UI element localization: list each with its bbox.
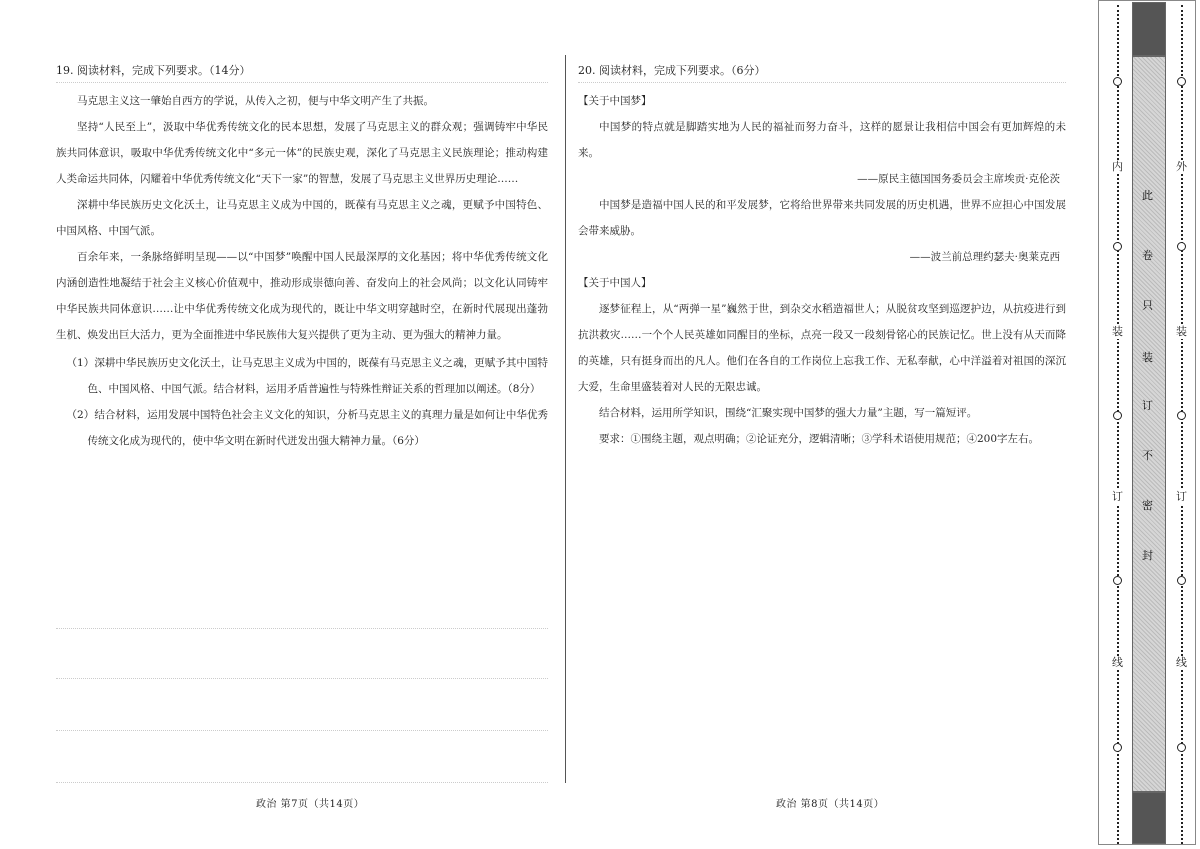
binding-hole-icon — [1177, 411, 1186, 420]
binding-hole-icon — [1177, 77, 1186, 86]
binding-hole-icon — [1177, 242, 1186, 251]
section-title-chinese-dream: 【关于中国梦】 — [578, 95, 652, 107]
question-20-material — [578, 88, 1066, 452]
band-char: 装 — [1142, 351, 1153, 364]
binding-band-hatched — [1132, 56, 1166, 792]
binding-hole-icon — [1113, 77, 1122, 86]
subquestion-1: （1）深耕中华民族历史文化沃土，让马克思主义成为中国的，既葆有马克思主义之魂，更赋予其中国特色、中国风格、中国气派。结合材料，运用矛盾普遍性与特殊性辩证关系的哲理加以阐述。（8分） — [66, 357, 548, 395]
answer-line — [56, 678, 548, 679]
material-paragraph: 马克思主义这一肇始自西方的学说，从传入之初，便与中华文明产生了共振。 — [77, 95, 434, 107]
attribution: ——原民主德国国务委员会主席埃贡·克伦茨 — [857, 173, 1060, 185]
answer-line — [56, 782, 548, 783]
header-rule — [56, 82, 548, 83]
material-paragraph: 中国梦的特点就是脚踏实地为人民的福祉而努力奋斗，这样的愿景让我相信中国会有更加辉煌的未来。 — [578, 121, 1066, 159]
inner-binding-line — [1112, 0, 1132, 849]
material-paragraph: 百余年来，一条脉络鲜明呈现——以“中国梦”唤醒中国人民最深厚的文化基因；将中华优秀传统文化内涵创造性地凝结于社会主义核心价值观中，推动形成崇德向善、奋发向上的社会风尚；以文化认同铸牢中华民族共同体意识……让中华优秀传统文化成为现代的，既让中华文明穿越时空，在新时代展现出蓬勃生机、焕发出巨大活力，更为全面推进中华民族伟大复兴提供了更为主动、更为强大的精神力量。 — [56, 251, 548, 341]
header-rule — [578, 82, 1066, 83]
material-paragraph: 深耕中华民族历史文化沃土，让马克思主义成为中国的，既葆有马克思主义之魂，更赋予中国特色、中国风格、中国气派。 — [56, 199, 548, 237]
inner-label-char: 内 — [1112, 160, 1123, 173]
task-requirements: 要求：①围绕主题，观点明确；②论证充分，逻辑清晰；③学科术语使用规范；④200字左右。 — [599, 433, 1040, 445]
question-19-header: 19. 阅读材料，完成下列要求。（14分） — [56, 64, 251, 77]
binding-hole-icon — [1177, 743, 1186, 752]
answer-line — [56, 730, 548, 731]
binding-hole-icon — [1113, 411, 1122, 420]
subquestion-2: （2）结合材料，运用发展中国特色社会主义文化的知识，分析马克思主义的真理力量是如何让中华优秀传统文化成为现代的，使中华文明在新时代迸发出强大精神力量。（6分） — [66, 409, 548, 447]
band-char: 此 — [1142, 189, 1153, 202]
inner-label-char: 装 — [1112, 325, 1123, 338]
page-footer-left: 政治 第7页（共14页） — [256, 799, 365, 810]
material-paragraph: 坚持“人民至上”，汲取中华优秀传统文化的民本思想，发展了马克思主义的群众观；强调铸牢中华民族共同体意识，吸取中华优秀传统文化中“多元一体”的民族史观，深化了马克思主义民族理论；推动构建人类命运共同体，闪耀着中华优秀传统文化“天下一家”的智慧，发展了马克思主义世界历史理论…… — [56, 121, 548, 185]
material-paragraph: 逐梦征程上，从“两弹一星”巍然于世，到杂交水稻造福世人；从脱贫攻坚到巡逻护边，从抗疫进行到抗洪救灾……一个个人民英雄如同醒目的坐标，点亮一段又一段刻骨铭心的民族记忆。世上没有从天而降的英雄，只有挺身而出的凡人。他们在各自的工作岗位上忘我工作、无私奉献，心中洋溢着对祖国的深沉大爱，生命里盛装着对人民的无限忠诚。 — [578, 303, 1066, 393]
answer-line — [56, 628, 548, 629]
inner-label-char: 订 — [1112, 490, 1123, 503]
binding-band-top — [1132, 2, 1166, 56]
column-divider — [565, 55, 566, 783]
binding-band-bottom — [1132, 792, 1166, 844]
band-char: 卷 — [1142, 249, 1153, 262]
attribution: ——波兰前总理约瑟夫·奥莱克西 — [909, 251, 1060, 263]
band-char: 密 — [1142, 499, 1153, 512]
band-char: 不 — [1142, 449, 1153, 462]
band-char: 订 — [1142, 399, 1153, 412]
inner-label-char: 线 — [1112, 656, 1123, 669]
binding-hole-icon — [1113, 576, 1122, 585]
outer-binding-line — [1168, 0, 1188, 849]
outer-label-char: 装 — [1176, 325, 1187, 338]
binding-hole-icon — [1113, 242, 1122, 251]
outer-label-char: 线 — [1176, 656, 1187, 669]
question-20-header: 20. 阅读材料，完成下列要求。（6分） — [578, 64, 766, 77]
page-footer-right: 政治 第8页（共14页） — [776, 799, 885, 810]
section-title-chinese-people: 【关于中国人】 — [578, 277, 652, 289]
binding-hole-icon — [1113, 743, 1122, 752]
binding-hole-icon — [1177, 576, 1186, 585]
question-19-material — [56, 88, 548, 454]
band-char: 封 — [1142, 549, 1153, 562]
outer-label-char: 订 — [1176, 490, 1187, 503]
material-paragraph: 中国梦是造福中国人民的和平发展梦，它将给世界带来共同发展的历史机遇，世界不应担心中国发展会带来威胁。 — [578, 199, 1066, 237]
outer-label-char: 外 — [1176, 160, 1187, 173]
task-instruction: 结合材料，运用所学知识，围绕“汇聚实现中国梦的强大力量”主题，写一篇短评。 — [599, 407, 978, 419]
band-char: 只 — [1142, 299, 1153, 312]
